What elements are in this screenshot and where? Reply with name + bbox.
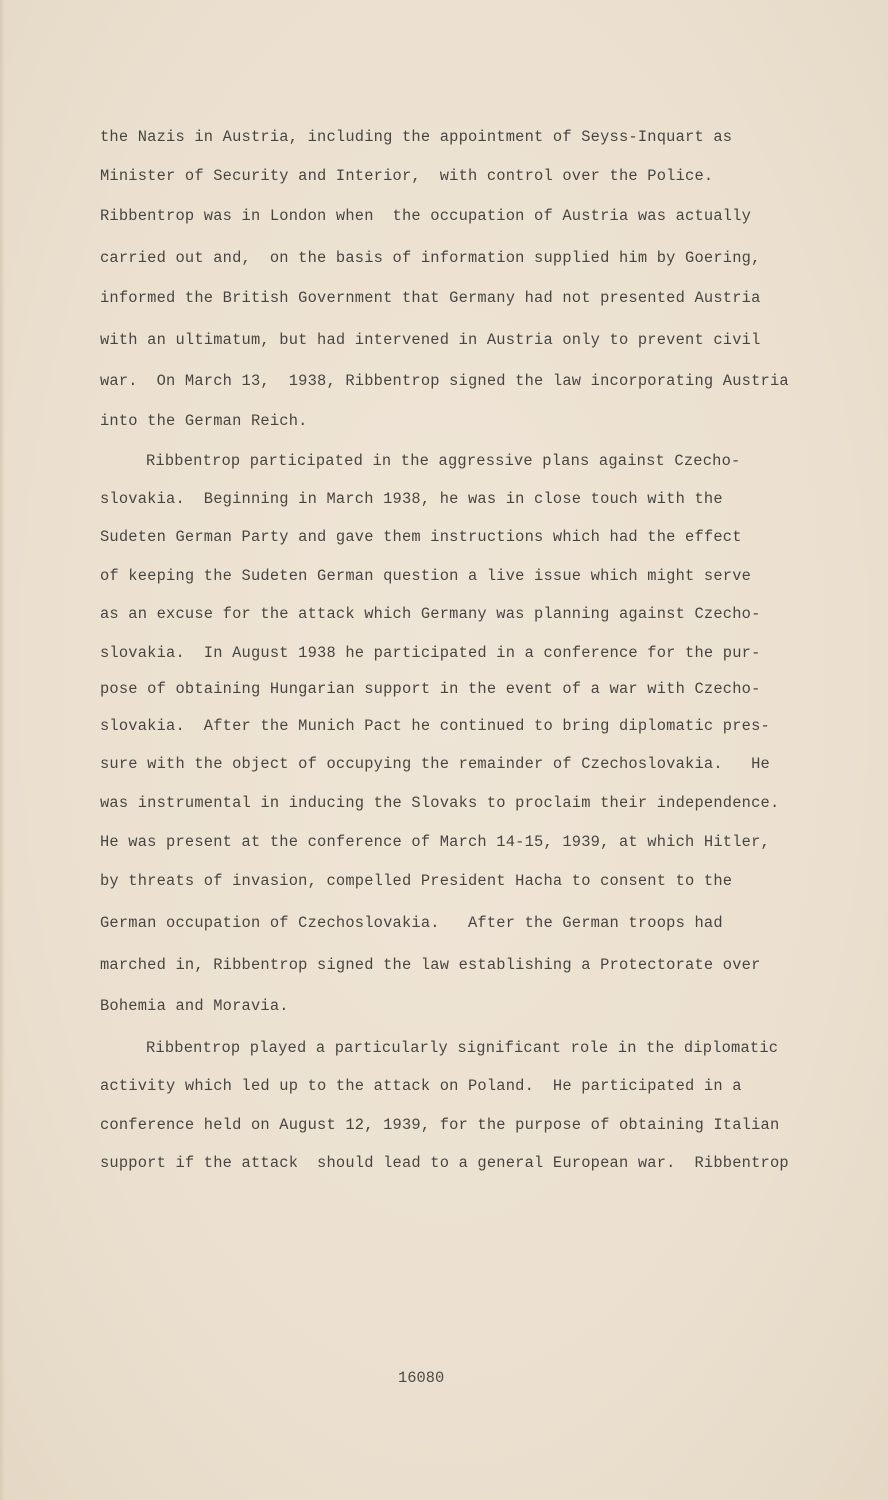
text-line: Sudeten German Party and gave them instructions which had the effect [100, 528, 742, 546]
text-line: carried out and, on the basis of information supplied him by Goering, [100, 249, 761, 267]
text-line: informed the British Government that Germany had not presented Austria [100, 289, 761, 307]
text-line: as an excuse for the attack which Germany was planning against Czecho- [100, 605, 761, 623]
text-line: into the German Reich. [100, 412, 308, 430]
text-line: the Nazis in Austria, including the appointment of Seyss-Inquart as [100, 128, 733, 146]
text-line: He was present at the conference of March 14-15, 1939, at which Hitler, [100, 833, 770, 851]
text-line: Minister of Security and Interior, with control over the Police. [100, 167, 714, 185]
text-line: German occupation of Czechoslovakia. After the German troops had [100, 914, 723, 932]
text-line: Bohemia and Moravia. [100, 997, 289, 1015]
text-line: slovakia. After the Munich Pact he continued to bring diplomatic pres- [100, 717, 770, 735]
text-line: of keeping the Sudeten German question a live issue which might serve [100, 567, 752, 585]
page-edge [0, 0, 5, 1500]
text-line: marched in, Ribbentrop signed the law establishing a Protectorate over [100, 956, 761, 974]
text-line: war. On March 13, 1938, Ribbentrop signed the law incorporating Austria [100, 372, 789, 390]
text-line: slovakia. Beginning in March 1938, he was in close touch with the [100, 490, 723, 508]
text-line: slovakia. In August 1938 he participated in a conference for the pur- [100, 644, 761, 662]
text-line: was instrumental in inducing the Slovaks to proclaim their independence. [100, 794, 780, 812]
paragraph-first-line: Ribbentrop played a particularly significant role in the diplomatic [146, 1039, 779, 1057]
page-number: 16080 [398, 1369, 445, 1387]
text-line: with an ultimatum, but had intervened in Austria only to prevent civil [100, 331, 761, 349]
text-line: by threats of invasion, compelled President Hacha to consent to the [100, 872, 733, 890]
text-line: Ribbentrop was in London when the occupation of Austria was actually [100, 207, 752, 225]
text-line: support if the attack should lead to a general European war. Ribbentrop [100, 1154, 789, 1172]
text-line: sure with the object of occupying the remainder of Czechoslovakia. He [100, 755, 770, 773]
text-line: activity which led up to the attack on Poland. He participated in a [100, 1077, 742, 1095]
text-line: pose of obtaining Hungarian support in the event of a war with Czecho- [100, 680, 761, 698]
text-line: conference held on August 12, 1939, for the purpose of obtaining Italian [100, 1116, 780, 1134]
paragraph-first-line: Ribbentrop participated in the aggressive plans against Czecho- [146, 452, 741, 470]
